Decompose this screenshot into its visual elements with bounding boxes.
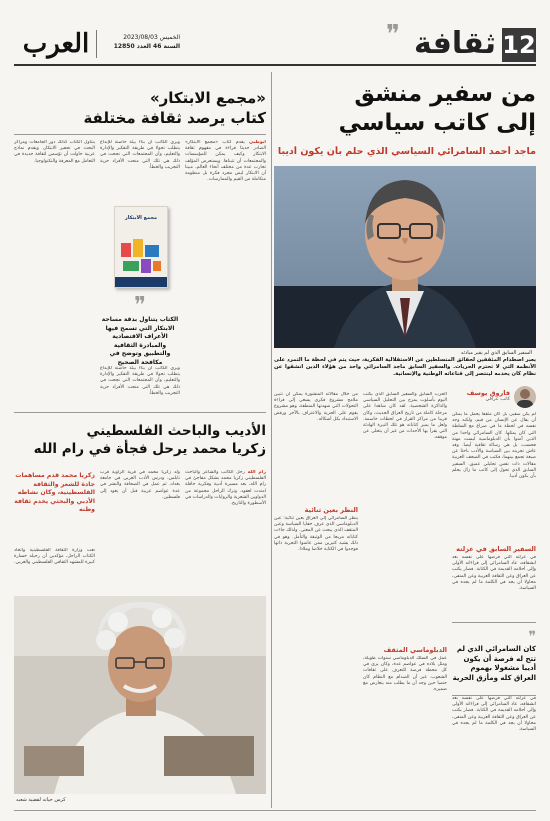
- club-column-2: ويرى الكاتب أن بناء بيئة حاضنة للإبداع يتطلب تحولا في طريقة التفكير والإدارة والتعليم، وأن المجتمعات التي نجحت في ذلك هي تلك التي منحت الأفراد حرية التجريب والخطأ.: [100, 140, 180, 170]
- obit-column-1: [185, 470, 266, 590]
- main-column-3-heading: النظر بعين ثنائية: [304, 506, 358, 514]
- main-subtitle: ماجد أحمد السامرائي السياسي الذي حلم بأن يكون أديبا: [277, 146, 536, 157]
- portrait-caption: السفير السابق الذي لم يقبر مبادئه: [460, 350, 532, 356]
- main-pull-quote: [452, 622, 536, 696]
- main-column-3: ينظر السامرائي إلى العراق بعين ثنائية: عين الدبلوماسي الذي عرف خفايا السياسة وعين المثقف الذي يبحث عن المعنى. ولذلك جاءت كتاباته مزيجا من الوثيقة والتأمل. وهو في ذلك يشبه كثيرين ممن عاشوا التجربة ذاتها فوجدوا في الكتابة خلاصا وملاذا.: [274, 516, 358, 553]
- vertical-divider: [271, 72, 272, 808]
- obit-headline: [14, 422, 266, 458]
- main-column-2b: عمل في السلك الدبلوماسي سنوات طويلة، ومثل بلاده في عواصم عدة، وكان يرى في كل محطة فرصة للتعرف على ثقافات الشعوب. غير أن الصدام مع النظام كان حتميا حين وجد أن ما يطلب منه يتعارض مع ضميره.: [363, 656, 447, 693]
- club-byline: أبوظبي: [248, 140, 266, 145]
- obit-side-text: نعت وزارة الثقافة الفلسطينية واتحاد الكتاب الراحل، مؤكدين أن رحيله خسارة كبيرة للمشهد الثقافي الفلسطيني والعربي.: [14, 548, 95, 566]
- header-rule: [14, 64, 536, 66]
- pull-quote-icon: ❞: [528, 629, 536, 645]
- issue-date: [104, 33, 180, 51]
- footer-rule: [14, 810, 536, 811]
- book-cover-art: [115, 235, 167, 287]
- main-column-1b: في عزلته التي فرضها على نفسه بعد انشقاقه، عاد السامرائي إلى قراءاته الأولى وإلى أحلامه القديمة في الكتابة. فصار يكتب عن العراق وعن الثقافة العربية وعن المنفى، محاولا أن يجد في الكلمة ما لم يجده في السياسة.: [452, 555, 536, 592]
- obit-side-quote: زكريا محمد قدم مساهمات جادة للشعر والثقافة الفلسطينية، وكان نشاطه الأدبي والبحثي يخدم ثقافة وطنه: [14, 472, 95, 513]
- section-divider: [14, 412, 266, 413]
- logo-divider: [96, 30, 97, 58]
- author-avatar-icon: [514, 386, 536, 408]
- main-column-3a: من خلال مقالاته المنشورة يمكن أن نتبين ملامح مشروع فكري يسعى إلى قراءة التحولات التي شهدتها المنطقة، وهو مشروع يقوم على الحرية والاعتراف بالآخر ورفض الاستبداد بكل أشكاله.: [274, 392, 358, 422]
- page-number: 12: [502, 31, 536, 59]
- club-column-1: [185, 140, 266, 405]
- main-headline: [286, 80, 536, 138]
- main-column-1: لم يكن سفير، بل كان مثقفا يحمل ما يمكن أن يقال عن الإنسان من قيم، ولكنه وجد نفسه في لحظة ما في صراع مع السلطة التي كان يمثلها. كان السامرائي واحدا من الذين آمنوا بأن الدبلوماسية ليست مهنة فحسب، بل هي رسالة ثقافية أيضا. وقد عاش تجربته بين السياسة والأدب باحثا عن صيغة تجمع بينهما، فكتب في الصحف العربية مقالات ذات نفس تحليلي عميق. السفير السابق الذي تحول إلى كاتب ما زال يحلم بأن يكون أديبا.: [452, 412, 536, 480]
- obit-headline-line-1: الأديب والباحث الفلسطيني: [86, 423, 266, 439]
- obit-byline: رام الله: [247, 470, 266, 475]
- club-quote: [100, 293, 180, 367]
- author-byline: [467, 389, 510, 402]
- club-headline-line-2: كتاب يرصد ثقافة مختلفة: [83, 109, 266, 127]
- obit-column-1-text: رحل الكاتب والشاعر والباحث الفلسطيني زكريا محمد بشكل مفاجئ في رام الله، بعد مسيرة أدبية وفكرية حافلة امتدت لعقود. وترك الراحل مجموعة من الدواوين الشعرية والروايات والدراسات في الأسطورة والتاريخ.: [185, 470, 266, 507]
- obit-photo-illustration: [14, 596, 266, 794]
- club-column-1-text: يقدم كتاب «مجمع الابتكار» الصادر حديثا قراءة في مفهوم ثقافة الابتكار وكيف يمكن للمؤسسات والمجتمعات أن تتبناها. ويستعرض المؤلف تجارب عدة من مختلف أنحاء العالم، مبينا أن الابتكار ليس مجرد فكرة بل منظومة متكاملة من القيم والممارسات.: [185, 140, 266, 183]
- main-intro: يعبر اصطدام المثقفين لحقائق المتسلطين عن الاستقلالية الفكرية، حيث يتم في لحظة ما التمرد على الأنظمة التي لا تحترم الحريات. والسفير السابق ماجد السامرائي واحد من هؤلاء الذين انشقوا عن نظام كان يخدمه لينتصر إلى قناعاته الوطنية والإنسانية.: [274, 357, 536, 377]
- quote-mark-icon: ❞: [386, 20, 400, 50]
- main-column-2-heading: الدبلوماسي المثقف: [383, 646, 447, 654]
- main-column-1-heading: السفير السابق في عزلته: [456, 545, 536, 553]
- author-name: فاروق يوسف: [466, 389, 510, 397]
- club-quote-text: الكتاب يتناول بدقة مساحة الابتكار التي تسمح فيها الأعراف الاقتصادية والمبادرة الثقافية والتطبيق وتوضح في مكافحة الصحيح: [101, 316, 179, 366]
- club-headline: [14, 88, 266, 128]
- book-title: مجمع الابتكار: [124, 215, 158, 221]
- author-role: كاتب عراقي: [485, 397, 510, 402]
- main-column-2: الحزب السابق والسفير السابق الذي يكتب اليوم بأسلوب يمزج بين التحليل السياسي والذاكرة الشخصية. لقد كان شاهدا على مرحلة كاملة من تاريخ العراق الحديث، وكان قريبا من مراكز القرار في لحظات حاسمة. ولعل ما يميز كتاباته هو تلك النبرة الهادئة التي يقرأ بها الأحداث من غير أن يتخلى عن موقفه.: [363, 392, 447, 441]
- club-headline-line-1: «مجمع الابتكار»: [149, 89, 266, 107]
- obit-column-2: ولد زكريا محمد في قرية الزاوية قرب نابلس، ودرس الأدب العربي في جامعة بغداد، ثم عمل في الصحافة والنشر في عدة عواصم عربية قبل أن يعود إلى فلسطين.: [100, 470, 180, 500]
- club-headline-rule: [14, 134, 266, 135]
- date-text: الخميس 2023/08/03: [123, 34, 180, 41]
- club-quote-icon: ❞: [134, 293, 146, 318]
- author-avatar: [514, 386, 536, 408]
- obit-caption: كرس حياته لقضية شعبه: [16, 797, 66, 803]
- main-column-1c: في عزلته التي فرضها على نفسه بعد انشقاقه، عاد السامرائي إلى قراءاته الأولى وإلى أحلامه القديمة في الكتابة. فصار يكتب عن العراق وعن الثقافة العربية وعن المنفى، محاولا أن يجد في الكلمة ما لم يجده في السياسة.: [452, 696, 536, 733]
- main-headline-line-2: إلى كاتب سياسي: [338, 110, 536, 136]
- obit-photo: [14, 596, 266, 794]
- portrait-photo: [274, 166, 536, 348]
- club-column-2b: ويرى الكاتب أن بناء بيئة حاضنة للإبداع يتطلب تحولا في طريقة التفكير والإدارة والتعليم، وأن المجتمعات التي نجحت في ذلك هي تلك التي منحت الأفراد حرية التجريب والخطأ.: [100, 366, 180, 396]
- obit-headline-line-2: زكريا محمد يرحل فجأة في رام الله: [33, 441, 266, 457]
- pull-quote-text: كان السامرائي الذي لم تتح له فرصة أن يكون أديبا مشغولا بهموم العراق كله ومأزق الحرية: [452, 645, 536, 682]
- portrait-illustration: [274, 166, 536, 348]
- main-headline-line-1: من سفير منشق: [354, 81, 536, 107]
- club-column-3: يتناول الكتاب كذلك دور الجامعات ومراكز البحث في تحفيز الابتكار، ويقدم نماذج عربية حاولت أن تؤسس لثقافة جديدة في التعامل مع المعرفة والتكنولوجيا.: [14, 140, 95, 164]
- section-title: ثقافة: [414, 26, 496, 61]
- newspaper-logo: العرب: [22, 29, 90, 59]
- book-cover: [114, 206, 168, 288]
- issue-text: السنة 46 العدد 12850: [113, 43, 180, 50]
- page-number-box: [502, 28, 536, 62]
